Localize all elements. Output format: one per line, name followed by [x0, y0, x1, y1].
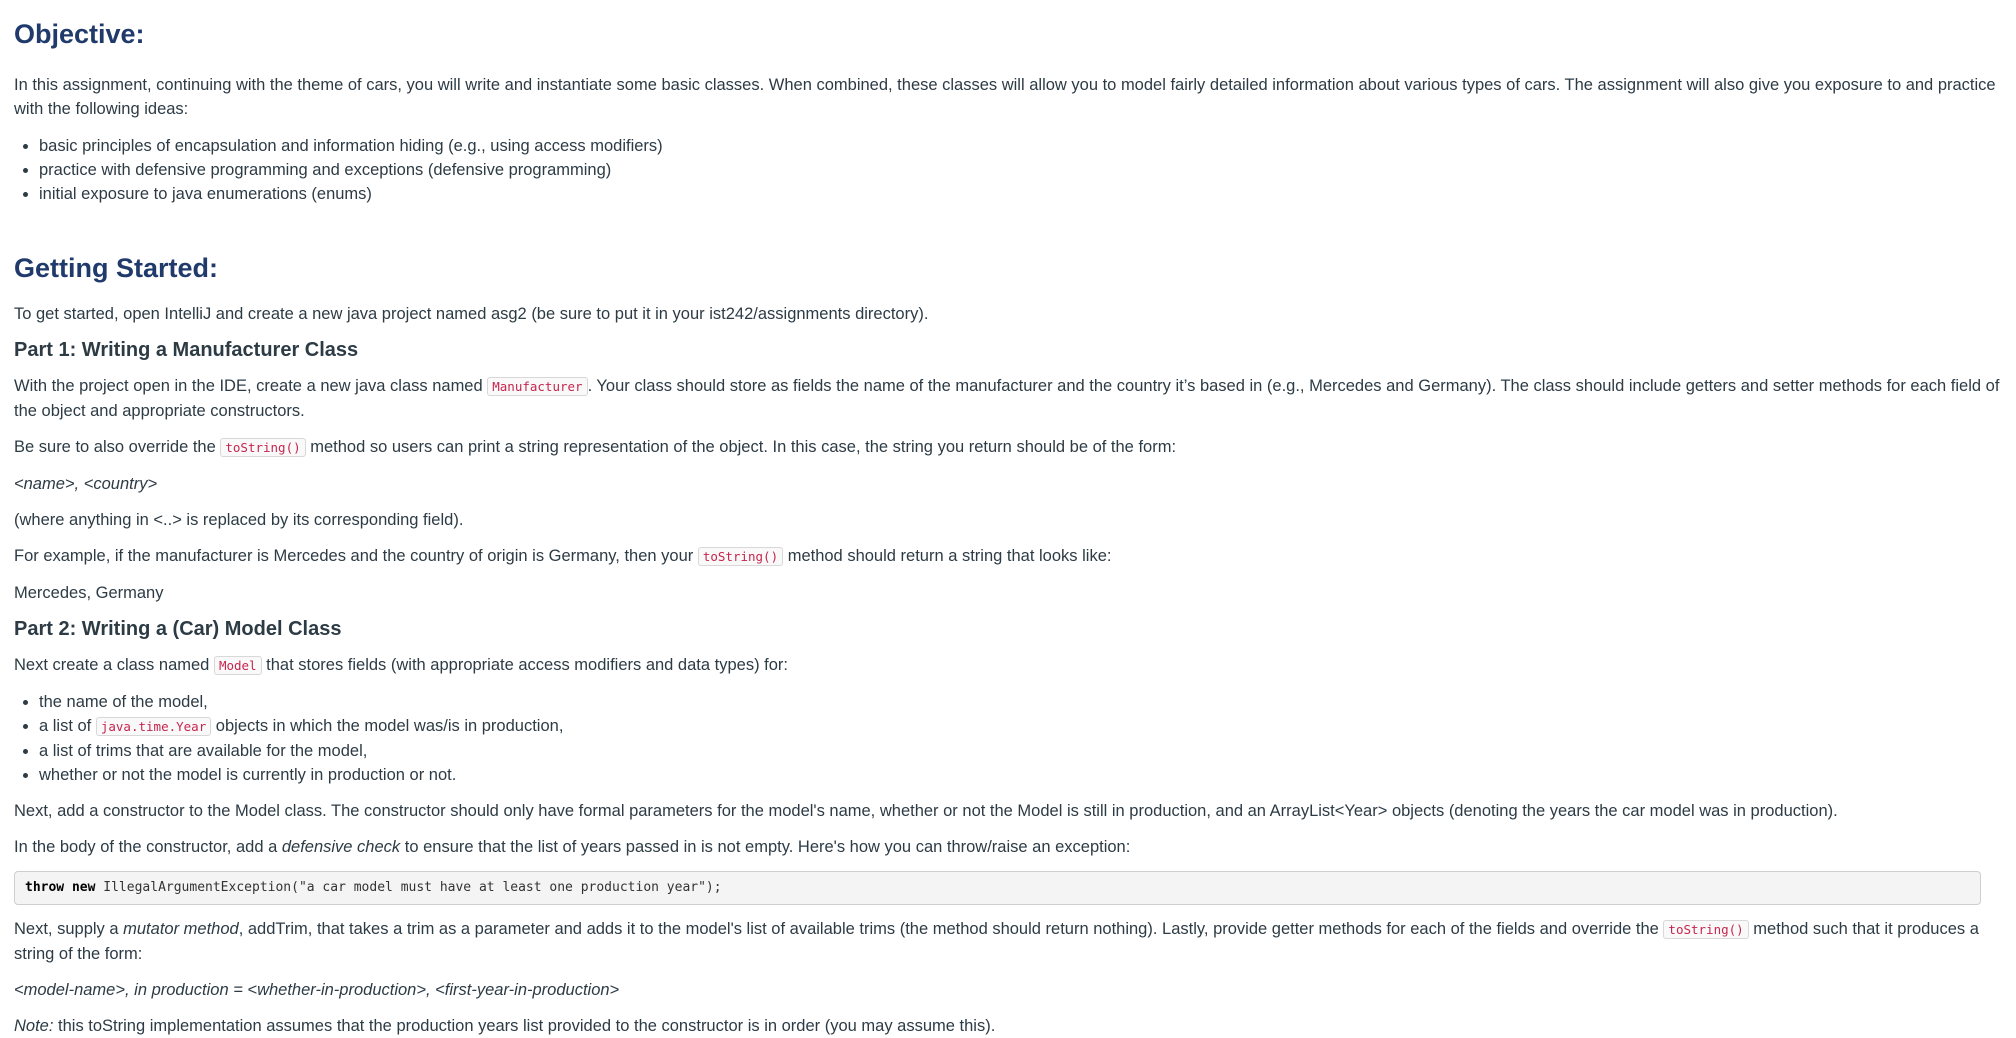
- list-item: • the name of the model,: [39, 690, 2002, 714]
- part2-note: Note: this toString implementation assumes that the production years list provided to the constructor is in order (you may assume this).: [14, 1017, 996, 1035]
- list-item: • basic principles of encapsulation and information hiding (e.g., using access modifiers): [39, 134, 2002, 158]
- list-item: • initial exposure to java enumerations (enums): [39, 182, 2002, 206]
- list-item: • whether or not the model is currently in production or not.: [39, 763, 2002, 787]
- objective-heading: Objective:: [14, 19, 145, 49]
- part1-example: Mercedes, Germany: [14, 584, 164, 602]
- year-class-code: java.time.Year: [96, 717, 211, 736]
- objective-ideas-list: [14, 134, 2002, 206]
- part1-heading: Part 1: Writing a Manufacturer Class: [14, 339, 359, 361]
- part2-paragraph-4: Next, supply a mutator method, addTrim, that takes a trim as a parameter and adds it to the model's list of available trims (the method should return nothing). Lastly, provide getter methods for each of the fields and override the toString() method such that it produces a string of the form:: [14, 920, 1979, 963]
- tostring-code: toString(): [698, 547, 783, 566]
- part1-paragraph-2: Be sure to also override the toString() method so users can print a string representation of the object. In this case, the string you return should be of the form:: [14, 438, 1177, 456]
- list-item: • practice with defensive programming and exceptions (defensive programming): [39, 158, 2002, 182]
- part1-where-note: (where anything in <..> is replaced by its corresponding field).: [14, 511, 464, 529]
- part1-paragraph-1: With the project open in the IDE, create a new java class named Manufacturer . Your class should store as fields the name of the manufacturer and the country it’s based in (e.g., Mercedes and Germany). The class should include getters and setter methods for each field of the object and appropriate constructors.: [14, 377, 2000, 420]
- part2-paragraph-2: Next, add a constructor to the Model class. The constructor should only have formal parameters for the model's name, whether or not the Model is still in production, and an ArrayList<Year> objects (denoting the years the car model was in production).: [14, 802, 1838, 820]
- model-fields-list: [14, 690, 2002, 787]
- manufacturer-code: Manufacturer: [487, 377, 587, 396]
- tostring-code: toString(): [1663, 920, 1748, 939]
- list-item: • a list of trims that are available for the model,: [39, 739, 2002, 763]
- part2-heading: Part 2: Writing a (Car) Model Class: [14, 618, 342, 640]
- model-code: Model: [214, 656, 262, 675]
- part1-paragraph-3: For example, if the manufacturer is Mercedes and the country of origin is Germany, then your toString() method should return a string that looks like:: [14, 547, 1112, 565]
- part2-paragraph-1: Next create a class named Model that stores fields (with appropriate access modifiers and data types) for:: [14, 656, 788, 674]
- tostring-code: toString(): [220, 438, 305, 457]
- part2-format: <model-name>, in production = <whether-in-production>, <first-year-in-production>: [14, 981, 620, 999]
- part2-paragraph-3: In the body of the constructor, add a defensive check to ensure that the list of years passed in is not empty. Here's how you can throw/raise an exception:: [14, 838, 1131, 856]
- getting-started-text: To get started, open IntelliJ and create a new java project named asg2 (be sure to put it in your ist242/assignments directory).: [14, 305, 929, 323]
- part1-format: <name>, <country>: [14, 475, 158, 493]
- list-item: • a list of java.time.Year objects in which the model was/is in production,: [39, 714, 2002, 739]
- objective-intro: In this assignment, continuing with the theme of cars, you will write and instantiate some basic classes. When combined, these classes will allow you to model fairly detailed information about various types of cars. The assignment will also give you exposure to and practice with the following ideas:: [14, 76, 1996, 118]
- exception-code-block: throw new IllegalArgumentException("a car model must have at least one production year");: [14, 871, 1981, 905]
- getting-started-heading: Getting Started:: [14, 253, 219, 283]
